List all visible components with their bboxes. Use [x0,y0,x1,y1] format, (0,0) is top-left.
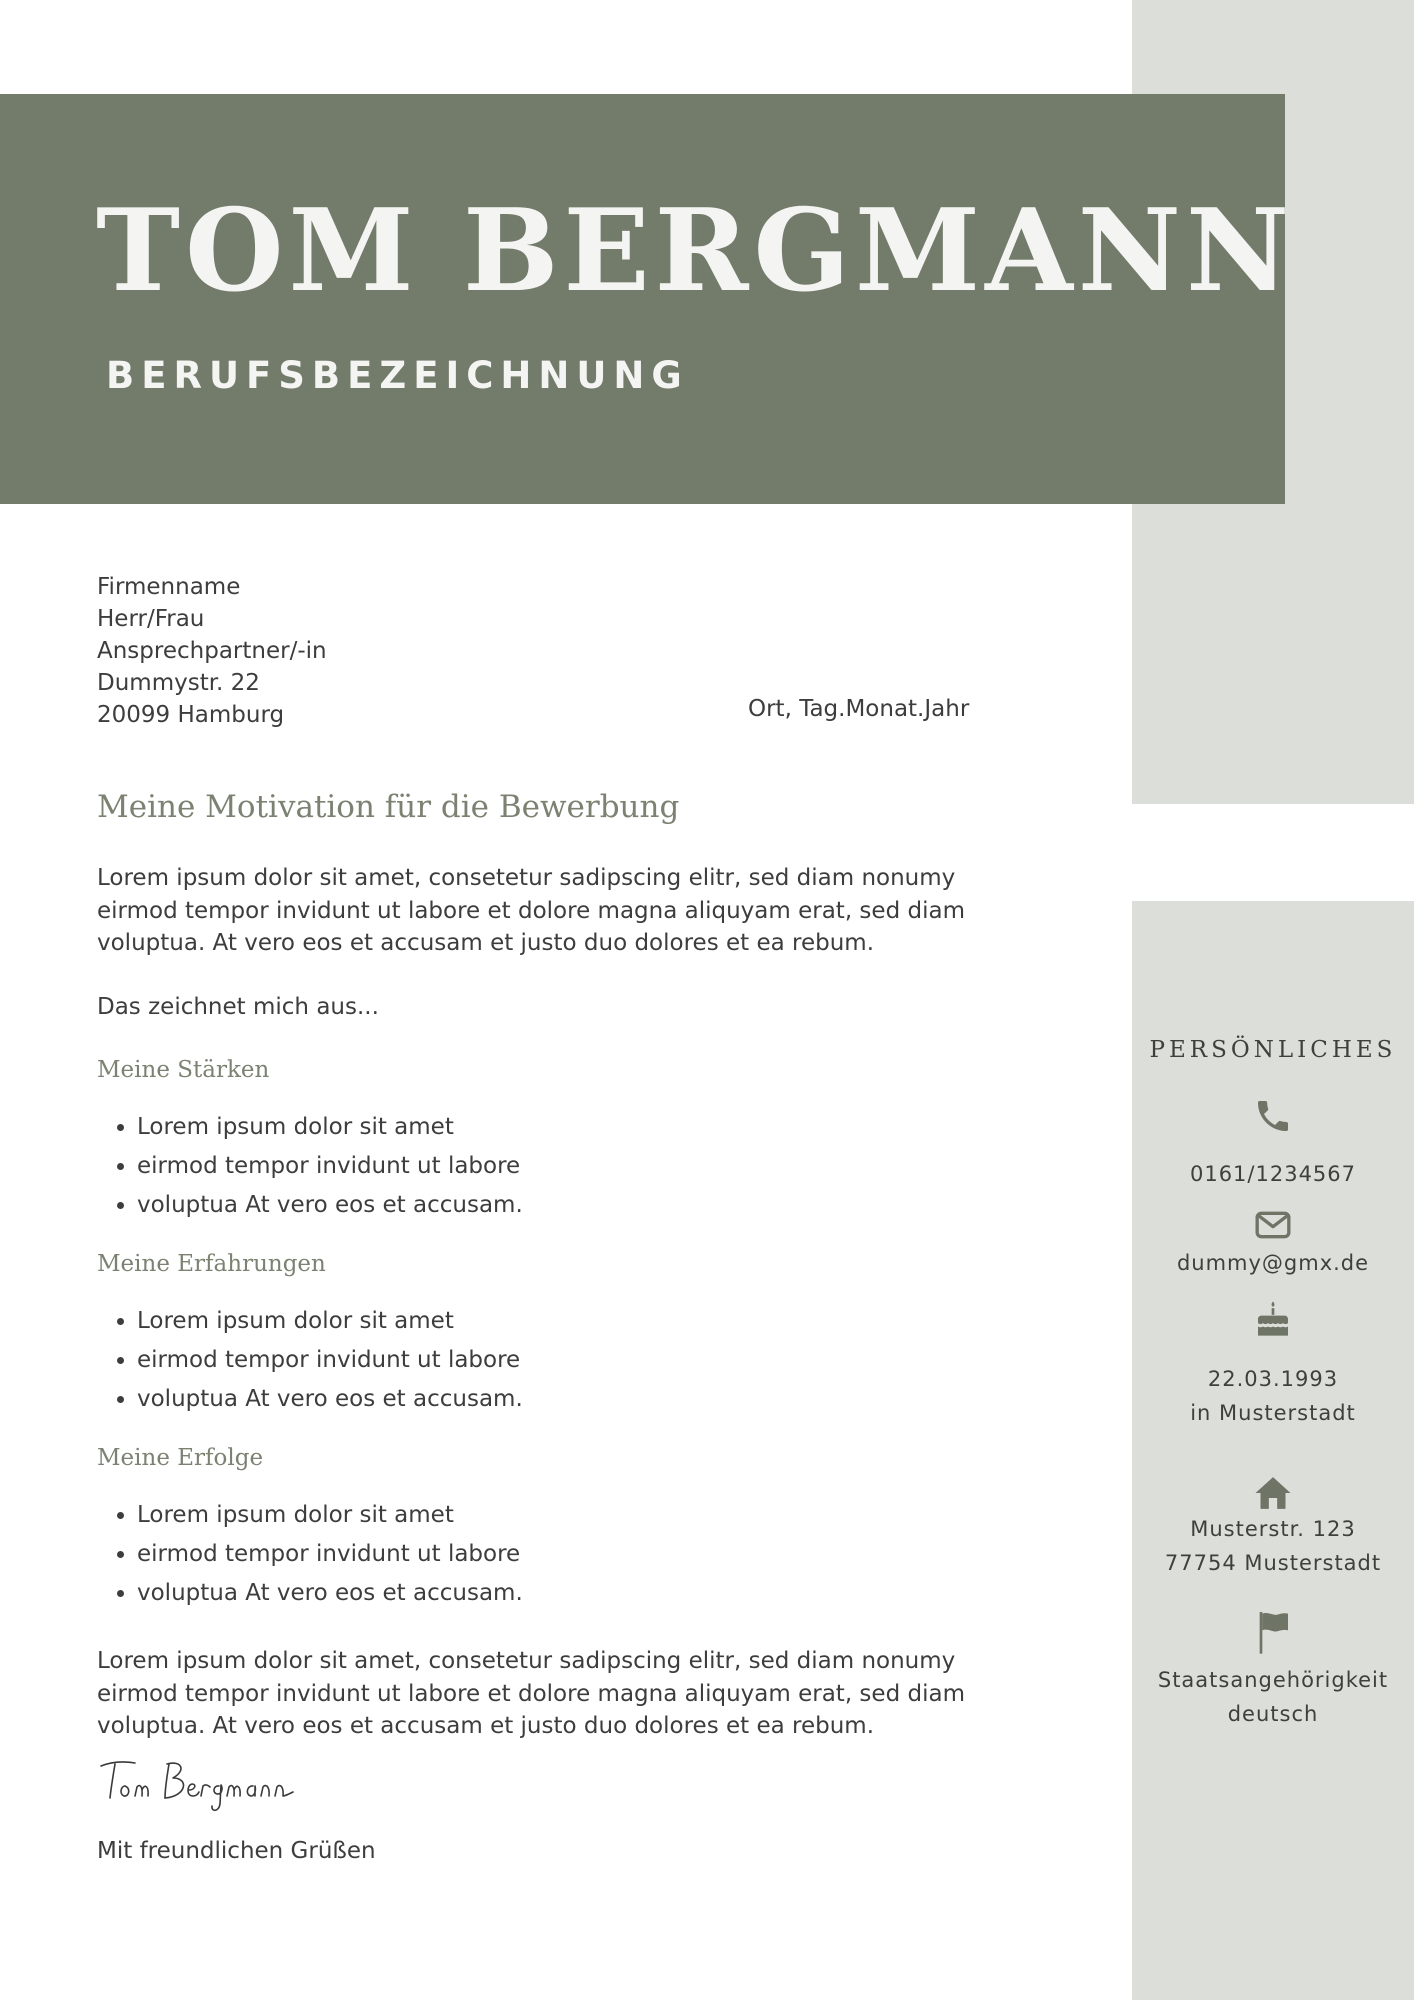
letter-intro: Das zeichnet mich aus... [97,994,379,1020]
list-item: • Lorem ipsum dolor sit amet [137,1108,523,1147]
closing-phrase: Mit freundlichen Grüßen [97,1838,376,1864]
phone-icon [1253,1096,1293,1136]
list-item: • Lorem ipsum dolor sit amet [137,1496,523,1535]
experience-list [97,1302,523,1419]
email-address: dummy@gmx.de [1176,1251,1370,1275]
letter-paragraph-1: Lorem ipsum dolor sit amet, consetetur sadipscing elitr, sed diam nonumy eirmod tempor invidunt ut labore et dolore magna aliquyam erat, sed diam voluptua. At vero eos et accusam et justo duo dolores et ea rebum. [97,865,965,956]
achievements-list [97,1496,523,1613]
achievements-heading: Meine Erfolge [97,1445,264,1471]
strengths-heading: Meine Stärken [97,1057,270,1083]
home-icon [1253,1473,1293,1513]
list-item: • voluptua At vero eos et accusam. [137,1380,523,1419]
nationality-label: Staatsangehörigkeit [1157,1668,1389,1692]
list-item: • voluptua At vero eos et accusam. [137,1186,523,1225]
recipient-salutation: Herr/Frau [97,606,205,632]
list-item: • voluptua At vero eos et accusam. [137,1574,523,1613]
recipient-address [97,571,327,731]
date-place: Ort, Tag.Monat.Jahr [748,696,970,722]
birthday-cake-icon [1253,1299,1293,1339]
list-item: • eirmod tempor invidunt ut labore [137,1535,523,1574]
personal-title: PERSÖNLICHES [1149,1037,1397,1063]
recipient-city: 20099 Hamburg [97,702,285,728]
email-icon [1253,1205,1293,1245]
recipient-street: Dummystr. 22 [97,670,260,696]
strengths-list [97,1108,523,1225]
list-item: • eirmod tempor invidunt ut labore [137,1341,523,1380]
address-street: Musterstr. 123 [1190,1517,1356,1541]
flag-icon [1253,1608,1293,1656]
applicant-name: TOM BERGMANN [96,184,1295,317]
signature-image [97,1752,327,1816]
recipient-contact: Ansprechpartner/-in [97,638,327,664]
phone-number: 0161/1234567 [1189,1162,1357,1186]
address-city: 77754 Musterstadt [1164,1551,1382,1575]
birth-place: in Musterstadt [1190,1401,1356,1425]
recipient-company: Firmenname [97,574,241,600]
experience-heading: Meine Erfahrungen [97,1251,326,1277]
list-item: • eirmod tempor invidunt ut labore [137,1147,523,1186]
letter-heading: Meine Motivation für die Bewerbung [97,789,680,825]
nationality-value: deutsch [1227,1702,1319,1726]
job-title: BERUFSBEZEICHNUNG [106,354,689,397]
list-item: • Lorem ipsum dolor sit amet [137,1302,523,1341]
birth-date: 22.03.1993 [1207,1367,1339,1391]
letter-paragraph-2: Lorem ipsum dolor sit amet, consetetur sadipscing elitr, sed diam nonumy eirmod tempor invidunt ut labore et dolore magna aliquyam erat, sed diam voluptua. At vero eos et accusam et justo duo dolores et ea rebum. [97,1648,965,1739]
